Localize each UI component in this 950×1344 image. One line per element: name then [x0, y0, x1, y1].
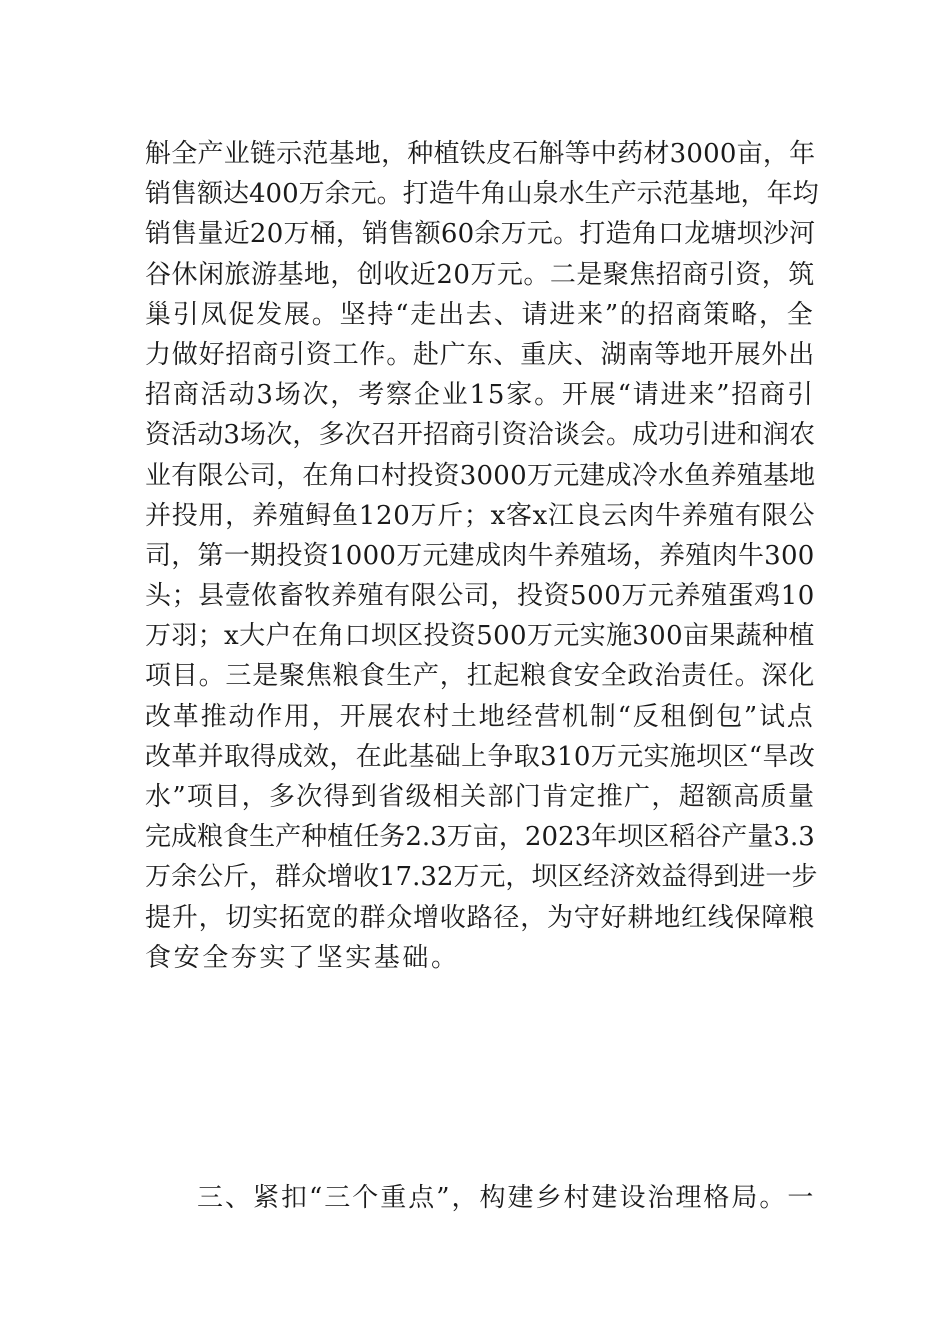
- text-line: 头；县壹侬畜牧养殖有限公司，投资500万元养殖蛋鸡10: [145, 581, 815, 612]
- text-line: 销售额达400万余元。打造牛角山泉水生产示范基地，年均: [145, 179, 819, 210]
- text-line: 提升，切实拓宽的群众增收路径，为守好耕地红线保障粮: [145, 902, 816, 933]
- text-line: 完成粮食生产种植任务2.3万亩，2023年坝区稻谷产量3.3: [145, 822, 815, 853]
- text-line: 水”项目，多次得到省级相关部门肯定推广，超额高质量: [145, 782, 816, 812]
- text-line: 力做好招商引资工作。赴广东、重庆、湖南等地开展外出: [145, 339, 816, 370]
- body-paragraph: [145, 134, 819, 978]
- text-line: 业有限公司，在角口村投资3000万元建成冷水鱼养殖基地: [145, 460, 816, 491]
- text-line: 改革并取得成效，在此基础上争取310万元实施坝区“旱改: [145, 741, 816, 772]
- text-line: 司，第一期投资1000万元建成肉牛养殖场，养殖肉牛300: [145, 540, 815, 571]
- section-heading-paragraph: [145, 1178, 815, 1218]
- text-line: 资活动3场次，多次召开招商引资洽谈会。成功引进和润农: [145, 420, 816, 451]
- text-line: 谷休闲旅游基地，创收近20万元。二是聚焦招商引资，筑: [145, 259, 815, 290]
- text-line: 项目。三是聚焦粮食生产，扛起粮食安全政治责任。深化: [145, 661, 816, 692]
- text-line: 斛全产业链示范基地，种植铁皮石斛等中药材3000亩，年: [145, 139, 816, 169]
- text-line: 三、紧扣“三个重点”，构建乡村建设治理格局。一: [197, 1183, 816, 1213]
- text-line: 巢引凤促发展。坚持“走出去、请进来”的招商策略，全: [145, 299, 815, 330]
- text-line: 改革推动作用，开展农村土地经营机制“反租倒包”试点: [145, 701, 815, 732]
- text-line: 招商活动3场次，考察企业15家。开展“请进来”招商引: [145, 380, 815, 411]
- text-line: 食安全夯实了坚实基础。: [145, 942, 460, 973]
- text-line: 并投用，养殖鲟鱼120万斤；x客x江良云肉牛养殖有限公: [145, 500, 816, 531]
- text-line: 万羽；x大户在角口坝区投资500万元实施300亩果蔬种植: [145, 621, 815, 652]
- text-line: 万余公斤，群众增收17.32万元，坝区经济效益得到进一步: [145, 862, 818, 893]
- text-line: 销售量近20万桶，销售额60余万元。打造角口龙塘坝沙河: [145, 219, 816, 250]
